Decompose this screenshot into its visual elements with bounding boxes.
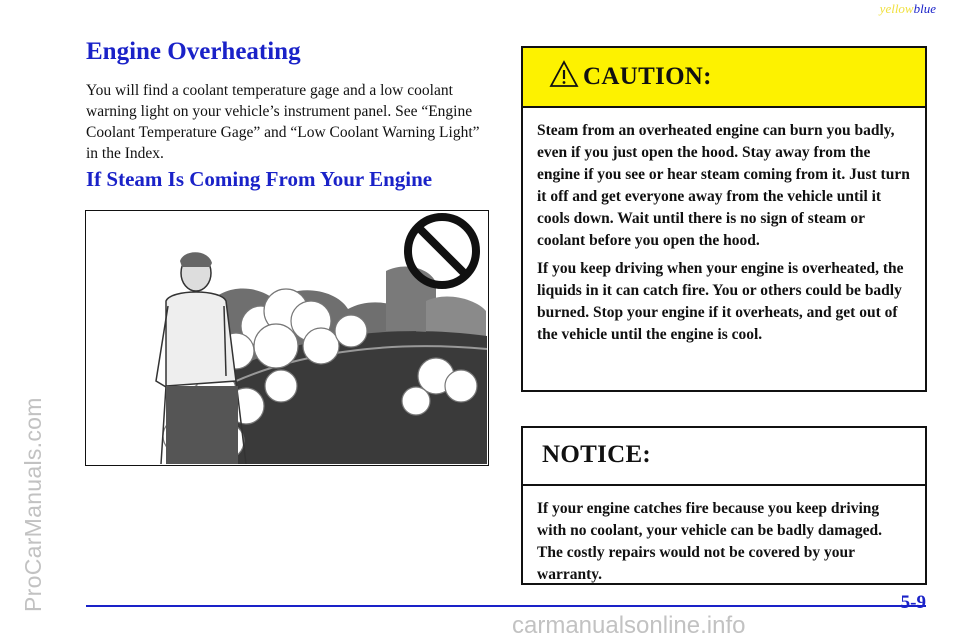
color-tag-yellow: yellow [879,1,914,16]
notice-box [521,426,927,585]
notice-paragraph: If your engine catches fire because you keep driving with no coolant, your vehicle can be badly damaged. The costly repairs would not be covered by your warranty. [537,500,883,583]
intro-paragraph: You will find a coolant temperature gage and a low coolant warning light on your vehicle’s instrument panel. See “Engine Coolant Temperature Gage” and “Low Coolant Warning Light” in the Index. [86,82,480,162]
caution-label: CAUTION: [583,63,712,90]
man-figure [156,252,246,464]
watermark-side: ProCarManuals.com [20,397,46,612]
prohibition-sign-icon [408,217,476,285]
caution-paragraph: If you keep driving when your engine is overheated, the liquids in it can catch fire. You or others could be badly burned. Stop your engine if it overheats, and get out of the vehicle until the engine is cool. [537,260,904,343]
steam-illustration [85,210,489,466]
watermark-bottom: carmanualsonline.info [512,612,746,639]
caution-paragraph: Steam from an overheated engine can burn you badly, even if you just open the hood. Stay away from the engine if you see or hear steam coming from it. Just turn it off and get everyone away from the vehicle until it cools down. Wait until there is no sign of steam or coolant before you open the hood. [537,122,910,249]
footer-rule [86,605,926,607]
caution-body [523,108,925,346]
page-title: Engine Overheating [86,38,301,65]
notice-body [523,486,925,586]
color-tag [880,1,936,17]
color-tag-blue: blue [913,1,936,16]
section-subheading: If Steam Is Coming From Your Engine [86,167,433,191]
caution-box [521,46,927,392]
steam-illustration-drawing [86,211,487,464]
notice-header [523,428,925,486]
warning-triangle-icon [549,60,579,88]
caution-header [523,48,925,108]
notice-label: NOTICE: [542,441,652,468]
page-number: 5-9 [900,592,926,613]
